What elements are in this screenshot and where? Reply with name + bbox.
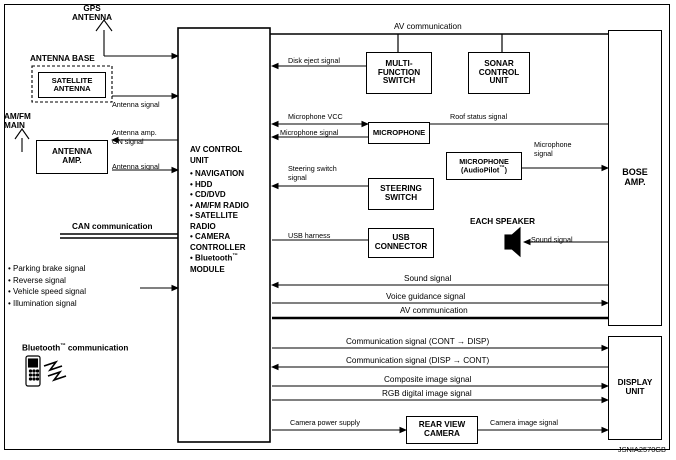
usb-connector-label: USB CONNECTOR	[374, 233, 428, 251]
antenna-amp-label: ANTENNA AMP.	[51, 147, 93, 165]
block-multi-function-switch	[366, 52, 432, 94]
block-display-unit	[608, 336, 662, 440]
bullet-2: • Vehicle speed signal	[8, 287, 86, 297]
label-disk-eject-signal: Disk eject signal	[288, 56, 340, 65]
label-av-communication-mid: AV communication	[400, 306, 468, 315]
av-control-unit-list	[190, 145, 270, 275]
av-item-4: • CD/DVD	[190, 190, 226, 200]
label-bluetooth-communication: Bluetooth™ communication	[22, 343, 129, 353]
label-sound-signal: Sound signal	[404, 274, 452, 283]
av-item-6: • SATELLITE	[190, 211, 238, 221]
av-item-2: • NAVIGATION	[190, 169, 245, 179]
label-comm-cont-disp: Communication signal (CONT → DISP)	[346, 337, 490, 346]
bullet-0: • Parking brake signal	[8, 264, 86, 273]
label-antenna-signal-top: Antenna signal	[112, 100, 160, 109]
label-roof-status-signal: Roof status signal	[450, 112, 508, 121]
block-usb-connector	[368, 228, 434, 258]
label-am-fm-main: AM/FM MAIN	[4, 112, 31, 130]
bullet-3: • Illumination signal	[8, 298, 77, 308]
display-unit-label: DISPLAY UNIT	[617, 378, 653, 396]
label-rgb-digital-image-signal: RGB digital image signal	[382, 389, 472, 398]
bullet-1: • Reverse signal	[8, 275, 66, 285]
av-item-8: • CAMERA	[190, 232, 231, 242]
label-microphone-vcc: Microphone VCC	[288, 112, 343, 121]
block-bose-amp	[608, 30, 662, 326]
label-usb-harness: USB harness	[288, 231, 331, 240]
av-item-0: AV CONTROL	[190, 145, 243, 154]
label-antenna-base: ANTENNA BASE	[30, 54, 95, 63]
label-av-communication-top: AV communication	[394, 22, 462, 31]
av-item-10: • Bluetooth™	[190, 253, 238, 264]
label-comm-disp-cont: Communication signal (DISP → CONT)	[346, 356, 490, 365]
label-camera-image-signal: Camera image signal	[490, 418, 558, 427]
label-antenna-amp-on-signal: Antenna amp. ON signal	[112, 128, 157, 146]
multi-function-switch-label: MULTI- FUNCTION SWITCH	[377, 58, 421, 86]
satellite-antenna-label: SATELLITE ANTENNA	[51, 75, 93, 93]
block-sonar-control-unit	[468, 52, 530, 94]
label-voice-guidance-signal: Voice guidance signal	[386, 292, 466, 301]
block-satellite-antenna	[38, 72, 106, 98]
sonar-control-unit-label: SONAR CONTROL UNIT	[478, 58, 520, 86]
microphone-label: MICROPHONE	[372, 127, 426, 137]
av-item-7: RADIO	[190, 221, 216, 231]
label-composite-image-signal: Composite image signal	[384, 375, 472, 384]
label-antenna-signal-bottom: Antenna signal	[112, 162, 160, 171]
bose-amp-label: BOSE AMP.	[622, 167, 648, 187]
figure-code: JSNIA2570GB	[617, 445, 666, 454]
label-microphone-signal-right: Microphone signal	[534, 140, 572, 158]
signal-bullet-list	[8, 263, 86, 309]
label-can-communication: CAN communication	[72, 222, 153, 231]
rear-view-camera-label: REAR VIEW CAMERA	[418, 420, 466, 438]
microphone-audiopilot-label: MICROPHONE (AudioPilot™)	[459, 157, 509, 175]
av-item-1: UNIT	[190, 155, 209, 165]
av-item-5: • AM/FM RADIO	[190, 200, 249, 210]
block-rear-view-camera	[406, 416, 478, 444]
block-steering-switch	[368, 178, 434, 210]
label-sound-signal-speaker: Sound signal	[531, 235, 573, 244]
block-microphone-audiopilot	[446, 152, 522, 180]
label-each-speaker: EACH SPEAKER	[470, 217, 536, 226]
block-microphone	[368, 122, 430, 144]
label-gps-antenna: GPS ANTENNA	[72, 4, 113, 22]
label-microphone-signal-left: Microphone signal	[280, 128, 339, 137]
label-steering-switch-signal: Steering switch signal	[288, 164, 337, 182]
av-item-9: CONTROLLER	[190, 242, 246, 252]
label-camera-power-supply: Camera power supply	[290, 418, 360, 427]
av-item-11: MODULE	[190, 264, 225, 274]
block-antenna-amp	[36, 140, 108, 174]
steering-switch-label: STEERING SWITCH	[380, 184, 422, 202]
av-item-3: • HDD	[190, 179, 213, 189]
